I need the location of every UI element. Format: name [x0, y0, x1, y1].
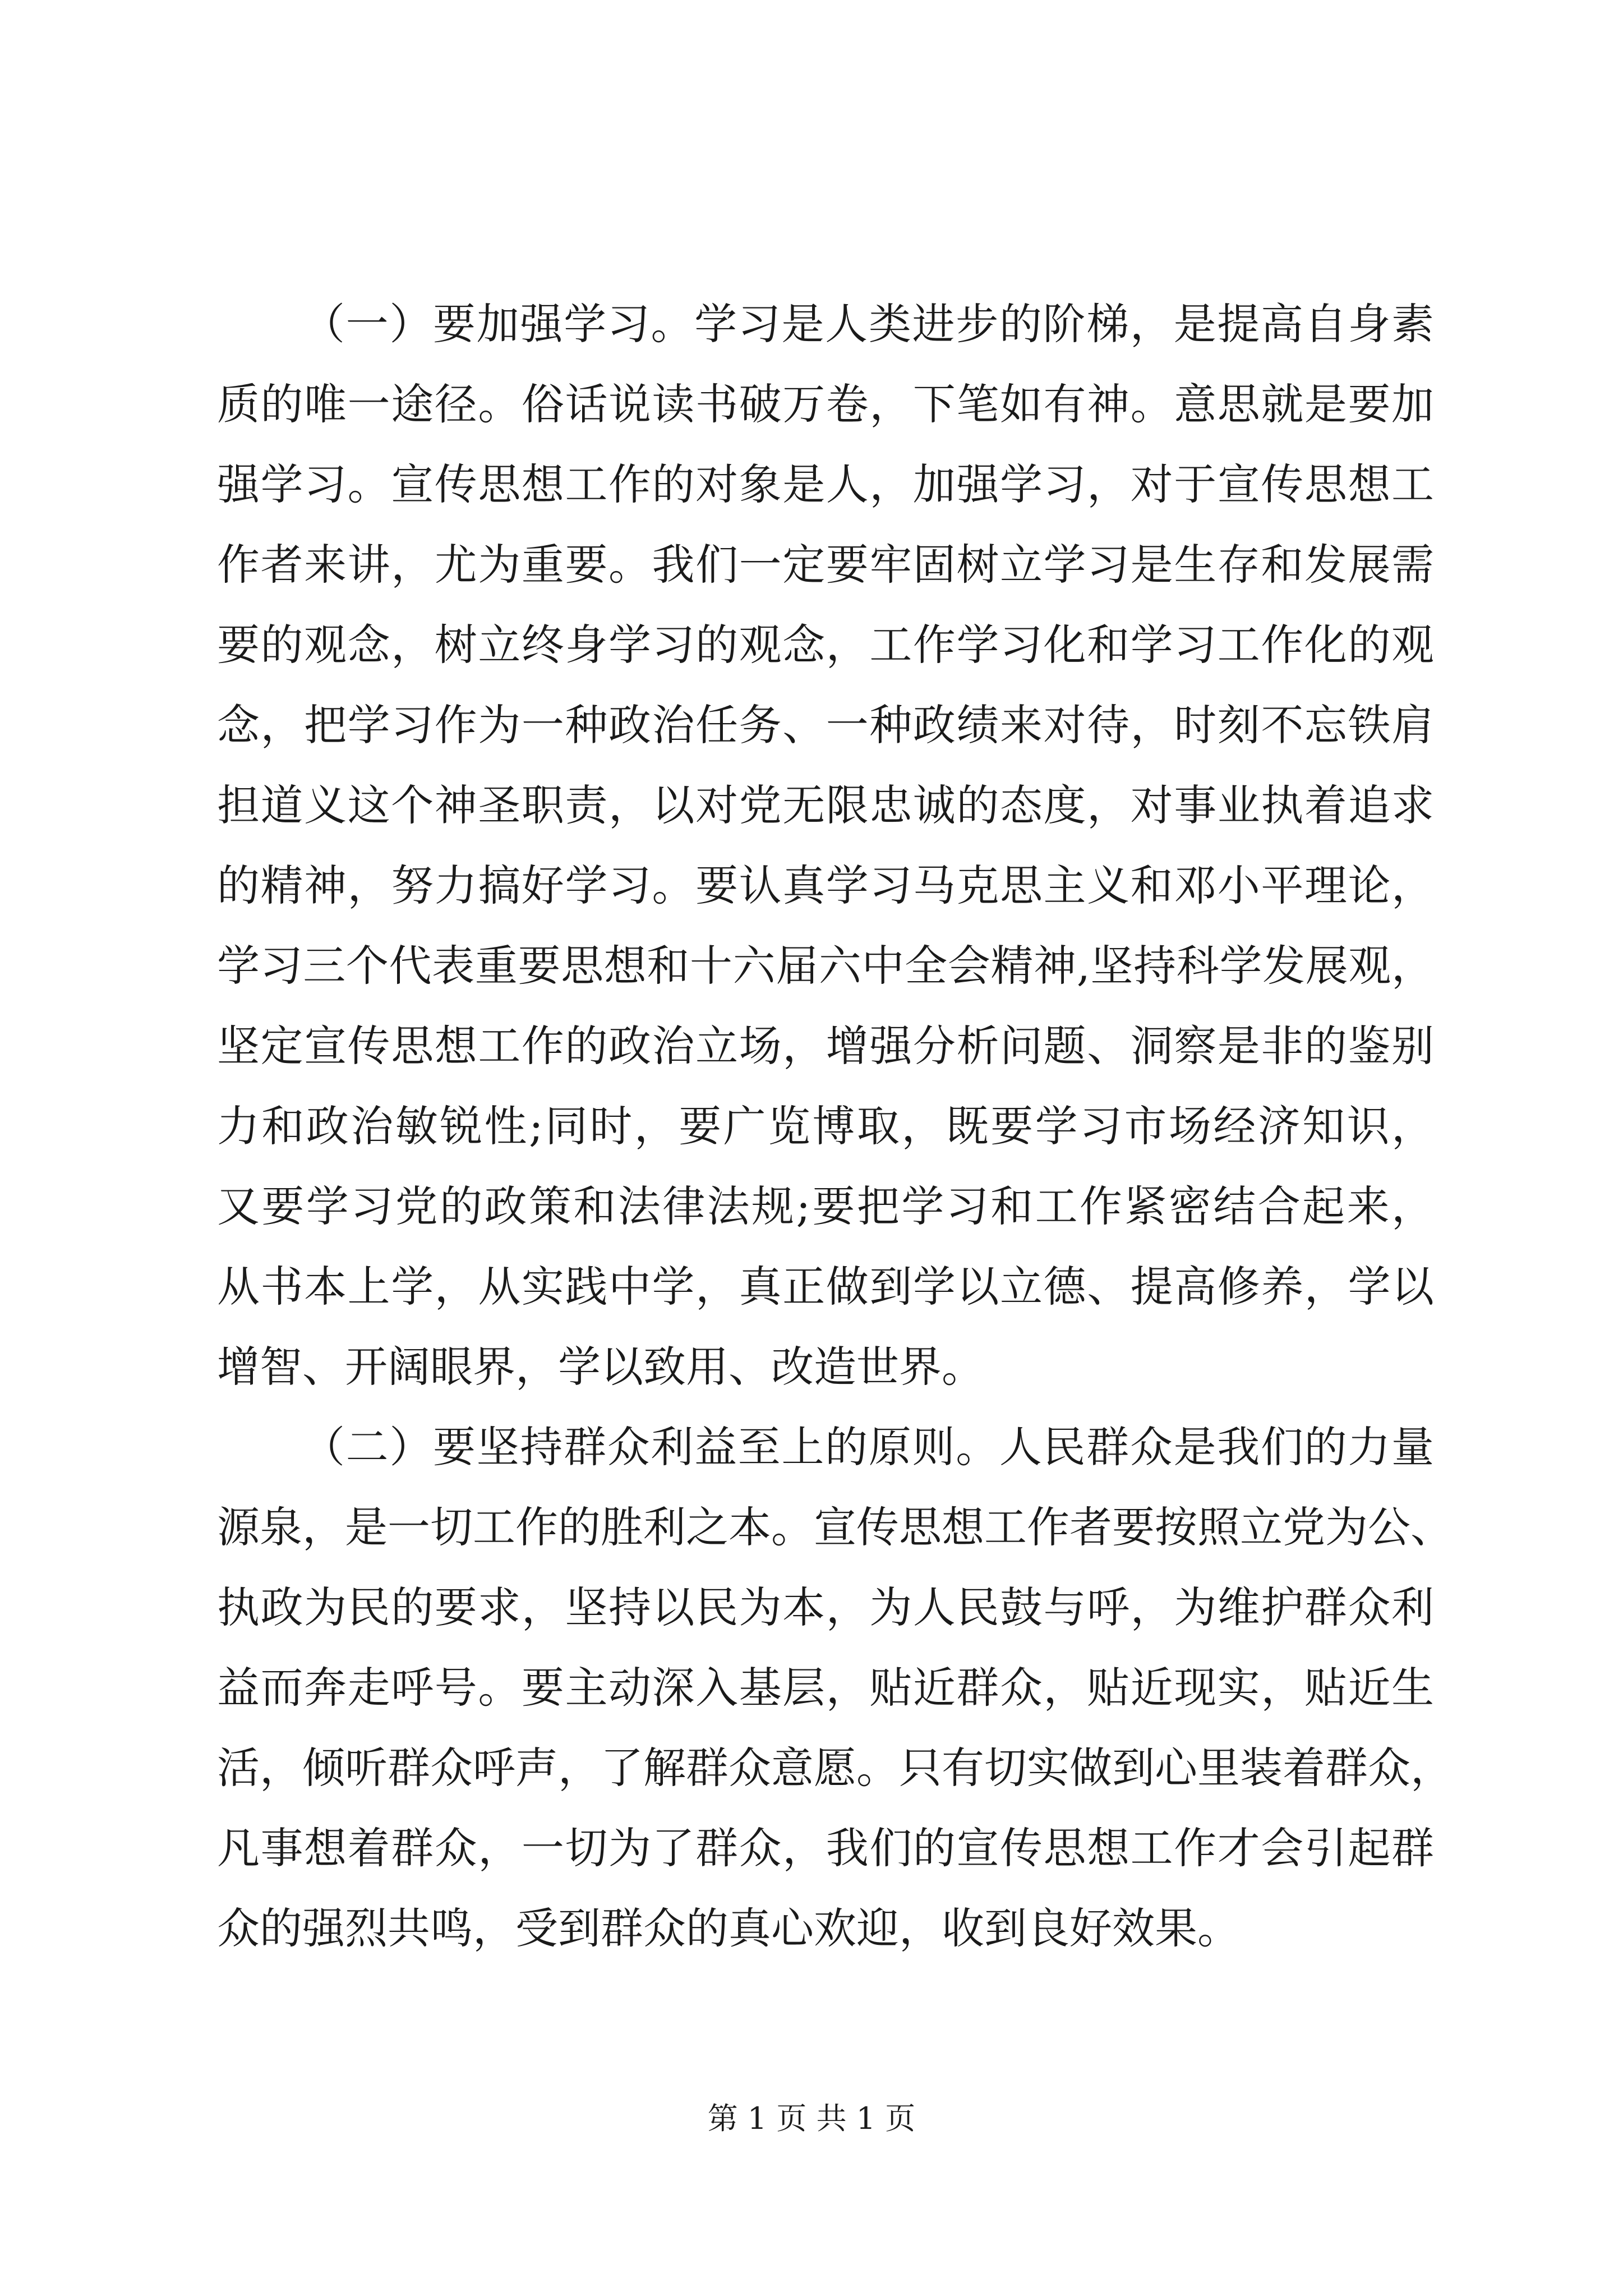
text-line: 增智、开阔眼界，学以致用、改造世界。 [217, 1342, 984, 1392]
text-line: 力和政治敏锐性;同时，要广览博取，既要学习市场经济知识， [217, 1101, 1434, 1151]
paragraph-1 [217, 300, 1434, 1423]
text-line: 要的观念，树立终身学习的观念，工作学习化和学习工作化的观 [217, 620, 1434, 670]
text-line: 又要学习党的政策和法律法规;要把学习和工作紧密结合起来， [217, 1181, 1434, 1231]
document-body [217, 299, 1453, 1985]
text-line: 担道义这个神圣职责，以对党无限忠诚的态度，对事业执着追求 [217, 780, 1434, 830]
page-number-footer: 第 1 页 共 1 页 [707, 2101, 916, 2136]
text-line: 质的唯一途径。俗话说读书破万卷，下笔如有神。意思就是要加 [217, 379, 1434, 429]
text-line: 活，倾听群众呼声，了解群众意愿。只有切实做到心里装着群众， [217, 1743, 1453, 1793]
text-line: 坚定宣传思想工作的政治立场，增强分析问题、洞察是非的鉴别 [217, 1021, 1434, 1071]
text-line: 学习三个代表重要思想和十六届六中全会精神,坚持科学发展观， [217, 941, 1434, 991]
text-line: （一）要加强学习。学习是人类进步的阶梯，是提高自身素 [302, 299, 1434, 349]
text-line: 源泉，是一切工作的胜利之本。宣传思想工作者要按照立党为公、 [217, 1502, 1453, 1552]
text-line: （二）要坚持群众利益至上的原则。人民群众是我们的力量 [302, 1422, 1434, 1472]
text-line: 从书本上学，从实践中学，真正做到学以立德、提高修养，学以 [217, 1262, 1434, 1312]
text-line: 凡事想着群众，一切为了群众，我们的宣传思想工作才会引起群 [217, 1823, 1434, 1873]
paragraph-2 [217, 1422, 1453, 1985]
text-line: 的精神，努力搞好学习。要认真学习马克思主义和邓小平理论， [217, 861, 1434, 910]
text-line: 作者来讲，尤为重要。我们一定要牢固树立学习是生存和发展需 [217, 540, 1434, 590]
text-line: 强学习。宣传思想工作的对象是人，加强学习，对于宣传思想工 [217, 459, 1434, 509]
text-line: 众的强烈共鸣，受到群众的真心欢迎，收到良好效果。 [217, 1903, 1240, 1953]
text-line: 念，把学习作为一种政治任务、一种政绩来对待，时刻不忘铁肩 [217, 700, 1434, 750]
text-line: 益而奔走呼号。要主动深入基层，贴近群众，贴近现实，贴近生 [217, 1663, 1434, 1713]
text-line: 执政为民的要求，坚持以民为本，为人民鼓与呼，为维护群众利 [217, 1582, 1434, 1632]
